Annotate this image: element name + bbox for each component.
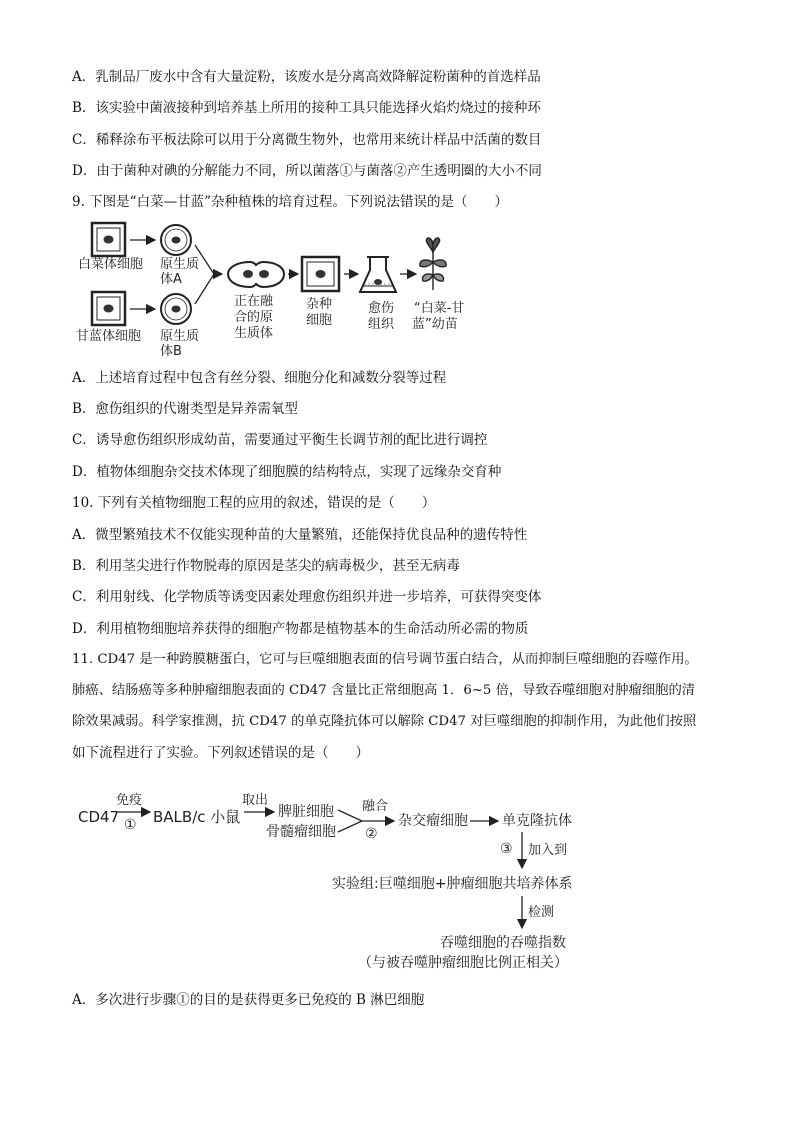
protoplast-b-icon [161,294,191,324]
mab-label: 单克隆抗体 [502,813,572,829]
q9-option-b: B．愈伤组织的代谢类型是异养需氧型 [72,401,298,417]
q10-option-c: C．利用射线、化学物质等诱变因素处理愈伤组织并进一步培养，可获得突变体 [72,589,542,605]
myeloma-label: 骨髓瘤细胞 [266,824,336,840]
seedling-label-1: “白菜-甘 [414,301,465,316]
immunize-label: 免疫 [116,793,143,808]
q11-line-1: 11. CD47 是一种跨膜糖蛋白，它可与巨噬细胞表面的信号调节蛋白结合，从而抑制巨噬细胞的吞噬作用。 [72,652,698,667]
add-to-label: 加入到 [528,843,568,858]
callus-label-2: 组织 [368,317,395,332]
seedling-icon [420,238,446,290]
hybrid-cell-icon [302,257,339,291]
q9-stem: 9. 下图是“白菜—甘蓝”杂种植株的培育过程。下列说法错误的是（ ） [72,194,508,210]
q8-option-d: D．由于菌种对碘的分解能力不同，所以菌落①与菌落②产生透明圈的大小不同 [72,163,542,179]
protoplast-b-label-2: 体B [160,344,182,359]
q10-option-d: D．利用植物细胞培养获得的细胞产物都是植物基本的生命活动所必需的物质 [72,621,529,637]
seedling-label-2: 蓝”幼苗 [412,317,458,332]
fusing-label-3: 生质体 [234,326,274,341]
flask-callus-icon [360,257,396,292]
index-label: 吞噬细胞的吞噬指数 [440,935,566,951]
fusing-protoplast-icon [228,262,284,287]
cabbage-cell-icon [92,223,125,256]
q8-option-a: A．乳制品厂废水中含有大量淀粉，该废水是分离高效降解淀粉菌种的首选样品 [72,69,541,85]
merge-arrow [195,245,214,304]
spleen-label: 脾脏细胞 [278,804,334,820]
q8-option-c: C．稀释涂布平板法除可以用于分离微生物外，也常用来统计样品中活菌的数目 [72,132,542,148]
q9-option-c: C．诱导愈伤组织形成幼苗，需要通过平衡生长调节剂的配比进行调控 [72,432,488,448]
extract-label: 取出 [242,793,269,808]
protoplast-a-icon [161,225,191,255]
callus-label-1: 愈伤 [368,301,395,316]
q10-stem: 10. 下列有关植物细胞工程的应用的叙述，错误的是（ ） [72,495,436,511]
hybridoma-label: 杂交瘤细胞 [398,813,468,829]
q11-line-2: 肺癌、结肠癌等多种肿瘤细胞表面的 CD47 含量比正常细胞高 1．6~5 倍，导致吞噬细胞对肿瘤细胞的清 [72,683,696,698]
q10-option-b: B．利用茎尖进行作物脱毒的原因是茎尖的病毒极少，甚至无病毒 [72,558,460,574]
q11-line-3: 除效果减弱。科学家推测，抗 CD47 的单克隆抗体可以解除 CD47 对巨噬细胞的抑制作用，为此他们按照 [72,714,697,729]
detect-label: 检测 [528,905,555,920]
q11-option-a: A．多次进行步骤①的目的是获得更多已免疫的 B 淋巴细胞 [72,992,425,1008]
step-2-label: ② [365,826,378,842]
q11-line-4: 如下流程进行了实验。下列叙述错误的是（ ） [72,745,369,761]
kale-cell-label: 甘蓝体细胞 [76,329,142,344]
protoplast-a-label-2: 体A [160,272,182,287]
q8-option-b: B．该实验中菌液接种到培养基上所用的接种工具只能选择火焰灼烧过的接种环 [72,100,541,116]
note-label: （与被吞噬肿瘤细胞比例正相关） [358,955,568,971]
fusing-label-2: 合的原 [234,310,274,325]
cabbage-cell-label: 白菜体细胞 [78,257,144,272]
cd47-label: CD47 [78,808,120,826]
q9-option-d: D．植物体细胞杂交技术体现了细胞膜的结构特点，实现了远缘杂交育种 [72,464,502,480]
hybrid-cell-label-2: 细胞 [306,313,333,328]
protoplast-b-label-1: 原生质 [160,329,200,344]
fusing-label-1: 正在融 [234,294,274,309]
kale-cell-icon [92,292,125,325]
q10-option-a: A．微型繁殖技术不仅能实现种苗的大量繁殖，还能保持优良品种的遗传特性 [72,527,528,543]
q9-option-a: A．上述培育过程中包含有丝分裂、细胞分化和减数分裂等过程 [72,370,447,386]
experiment-label: 实验组:巨噬细胞+肿瘤细胞共培养体系 [332,876,573,892]
hybrid-cell-label-1: 杂种 [306,297,333,312]
mouse-label: BALB/c 小鼠 [153,808,241,826]
step-3-label: ③ [500,841,513,857]
protoplast-a-label-1: 原生质 [160,257,200,272]
merge-arrow-2 [338,810,362,832]
fuse-label: 融合 [362,799,389,814]
step-1-label: ① [124,817,137,833]
